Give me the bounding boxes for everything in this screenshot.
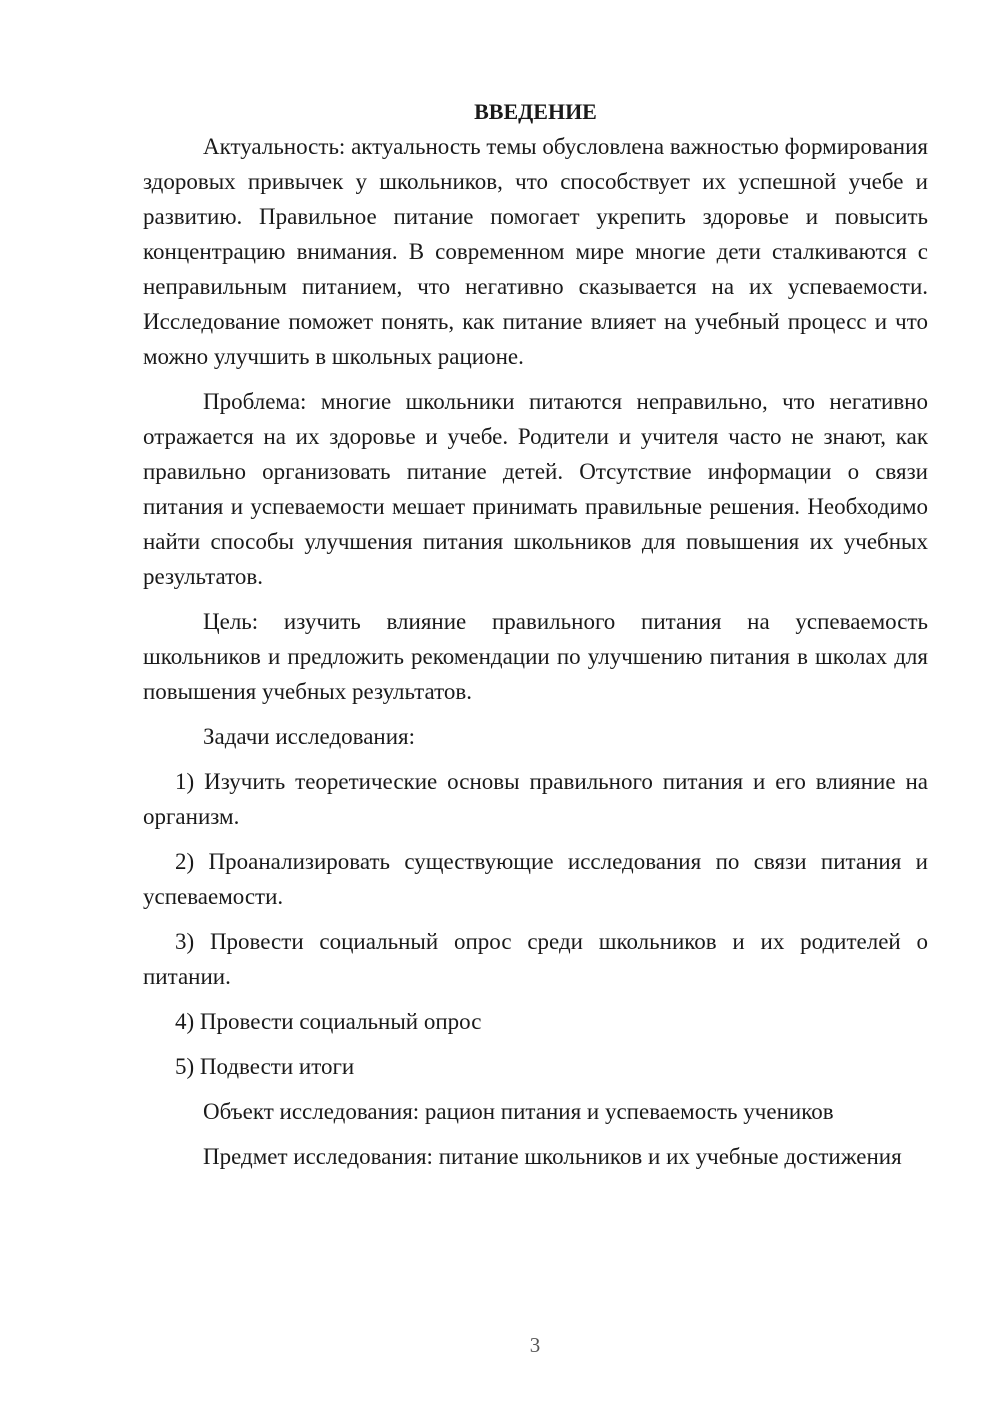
page-number: 3 xyxy=(529,1333,541,1357)
page-title: ВВЕДЕНИЕ xyxy=(474,99,597,124)
task-item: 2) Проанализировать существующие исследования по связи питания и успеваемости. xyxy=(143,849,928,909)
problem-paragraph: Проблема: многие школьники питаются неправильно, что негативно отражается на их здоровье и учебе. Родители и учителя часто не знают, как правильно организовать питание детей. Отсутствие информации о связи питания и успеваемости мешает принимать правильные решения. Необходимо найти способы улучшения питания школьников для повышения их учебных результатов. xyxy=(143,389,928,589)
subject-paragraph: Предмет исследования: питание школьников и их учебные достижения xyxy=(203,1144,902,1169)
tasks-heading: Задачи исследования: xyxy=(203,724,416,749)
task-item: 5) Подвести итоги xyxy=(175,1054,355,1079)
task-item: 1) Изучить теоретические основы правильного питания и его влияние на организм. xyxy=(143,769,928,829)
goal-paragraph: Цель: изучить влияние правильного питания на успеваемость школьников и предложить рекомендации по улучшению питания в школах для повышения учебных результатов. xyxy=(143,609,928,704)
task-item: 4) Провести социальный опрос xyxy=(175,1009,482,1034)
task-item: 3) Провести социальный опрос среди школьников и их родителей о питании. xyxy=(143,929,928,989)
object-paragraph: Объект исследования: рацион питания и успеваемость учеников xyxy=(203,1099,834,1124)
relevance-paragraph: Актуальность: актуальность темы обусловлена важностью формирования здоровых привычек у школьников, что способствует их успешной учебе и развитию. Правильное питание помогает укрепить здоровье и повысить концентрацию внимания. В современном мире многие дети сталкиваются с неправильным питанием, что негативно сказывается на их успеваемости. Исследование поможет понять, как питание влияет на учебный процесс и что можно улучшить в школьных рационе. xyxy=(143,134,928,369)
page-body xyxy=(143,94,928,1184)
